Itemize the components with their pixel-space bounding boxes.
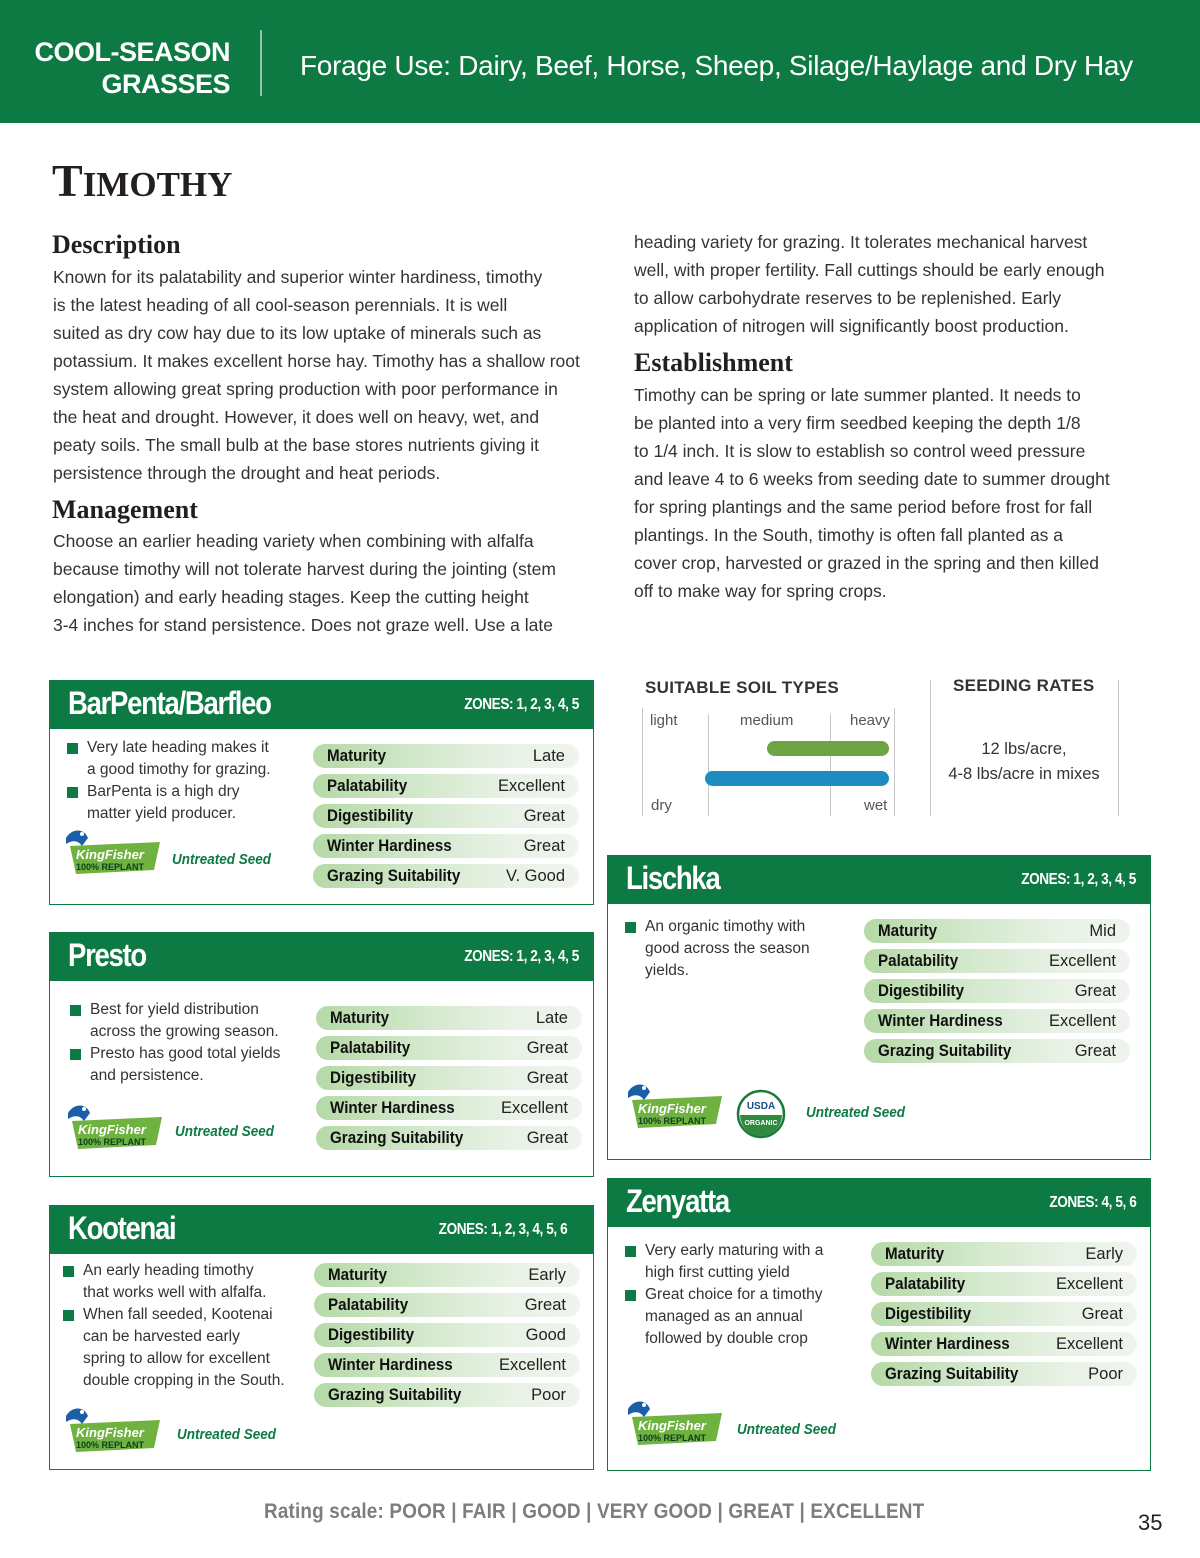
- rating-value: Late: [532, 747, 565, 765]
- description-heading: Description: [52, 230, 181, 259]
- rating-value: Mid: [1089, 922, 1116, 940]
- establishment-line: plantings. In the South, timothy is often fall planted as a: [634, 525, 1064, 545]
- rating-row-palatability: [871, 1272, 1137, 1296]
- seeding-rate-line: 4-8 lbs/acre in mixes: [948, 765, 1100, 783]
- page-number: 35: [1138, 1510, 1163, 1535]
- rating-label: Palatability: [878, 952, 959, 970]
- logo-brand-text: KingFisher: [76, 1425, 144, 1440]
- bullet-line: good across the season: [645, 940, 810, 957]
- variety-bullets: [63, 1260, 323, 1392]
- usda-text: USDA: [746, 1101, 776, 1112]
- rating-value: Poor: [1088, 1365, 1123, 1383]
- kingfisher-logo: [64, 1101, 164, 1157]
- variety-card-kootenai: [49, 1205, 594, 1470]
- title-rest: IMOTHY: [82, 165, 233, 204]
- rating-label: Winter Hardiness: [327, 837, 452, 855]
- untreated-seed-label: Untreated Seed: [177, 1426, 277, 1443]
- establishment-line: be planted into a very firm seedbed keeping the depth 1/8: [634, 413, 1081, 433]
- rating-label: Digestibility: [878, 982, 965, 1000]
- rating-value: V. Good: [505, 867, 565, 885]
- kingfisher-bird-icon: [66, 1409, 88, 1425]
- rating-row-maturity: [313, 744, 579, 768]
- rating-row-grazing: [316, 1126, 582, 1150]
- bullet-item: [625, 1284, 875, 1350]
- rating-value: Early: [1085, 1245, 1123, 1263]
- management-heading: Management: [52, 495, 198, 524]
- rating-value: Poor: [531, 1386, 566, 1404]
- soil-label-light: light: [650, 712, 678, 729]
- rating-row-digestibility: [871, 1302, 1137, 1326]
- seeding-rate-line: 12 lbs/acre,: [981, 740, 1067, 758]
- establishment-line: for spring plantings and the same period before frost for fall: [634, 497, 1093, 517]
- rating-value: Late: [535, 1009, 568, 1027]
- management-text-continued: [634, 228, 1104, 340]
- title-initial: T: [52, 155, 83, 206]
- card-header: [608, 856, 1150, 904]
- management-line: to allow carbohydrate reserves to be replenished. Early: [634, 288, 1062, 308]
- soil-label-heavy: heavy: [850, 712, 891, 729]
- rating-label: Grazing Suitability: [327, 867, 461, 885]
- management-line: elongation) and early heading stages. Keep the cutting height: [53, 587, 529, 607]
- rating-label: Digestibility: [885, 1305, 972, 1323]
- bullet-line: managed as an annual: [645, 1308, 803, 1325]
- rating-value: Great: [1074, 1042, 1116, 1060]
- rating-value: Great: [526, 1129, 568, 1147]
- header-band: [0, 0, 1200, 123]
- rating-label: Palatability: [885, 1275, 966, 1293]
- rating-value: Great: [1081, 1305, 1123, 1323]
- category-label: [30, 36, 230, 100]
- soil-label-dry: dry: [651, 797, 672, 814]
- description-line: the heat and drought. However, it does well on heavy, wet, and: [53, 407, 540, 427]
- variety-zones: ZONES: 1, 2, 3, 4, 5, 6: [438, 1221, 567, 1238]
- soil-moisture-bar: [705, 771, 889, 786]
- rating-value: Excellent: [501, 1099, 568, 1117]
- rating-value: Great: [523, 807, 565, 825]
- kingfisher-bird-icon: [68, 1106, 90, 1122]
- rating-row-digestibility: [314, 1323, 580, 1347]
- description-line: suited as dry cow hay due to its low uptake of minerals such as: [53, 323, 542, 343]
- rating-value: Excellent: [499, 1356, 566, 1374]
- bullet-line: a good timothy for grazing.: [87, 761, 271, 778]
- card-header: [608, 1179, 1150, 1227]
- rating-row-grazing: [871, 1362, 1137, 1386]
- management-line: heading variety for grazing. It tolerates mechanical harvest: [634, 232, 1088, 252]
- establishment-line: to 1/4 inch. It is slow to establish so control weed pressure: [634, 441, 1086, 461]
- bullet-item: [67, 781, 317, 825]
- rating-value: Early: [528, 1266, 566, 1284]
- rating-value: Great: [526, 1069, 568, 1087]
- rating-value: Great: [1074, 982, 1116, 1000]
- card-header: [50, 681, 593, 729]
- description-line: peaty soils. The small bulb at the base stores nutrients giving it: [53, 435, 540, 455]
- ratings-table: [871, 1242, 1137, 1392]
- rating-label: Maturity: [878, 922, 938, 940]
- rating-label: Winter Hardiness: [330, 1099, 455, 1117]
- management-line: because timothy will not tolerate harvest during the jointing (stem: [53, 559, 556, 579]
- rating-label: Winter Hardiness: [878, 1012, 1003, 1030]
- untreated-seed-label: Untreated Seed: [806, 1104, 906, 1121]
- bullet-line: can be harvested early: [83, 1328, 240, 1345]
- rating-value: Excellent: [1049, 1012, 1116, 1030]
- variety-name: Zenyatta: [626, 1183, 729, 1219]
- description-line: persistence through the drought and heat periods.: [53, 463, 441, 483]
- description-line: potassium. It makes excellent horse hay. Timothy has a shallow root: [53, 351, 580, 371]
- rating-row-winter-hardiness: [316, 1096, 582, 1120]
- variety-bullets: [625, 916, 855, 982]
- ratings-table: [316, 1006, 582, 1156]
- bullet-line: matter yield producer.: [87, 805, 237, 822]
- variety-zones: ZONES: 4, 5, 6: [1048, 1194, 1136, 1211]
- rating-row-palatability: [316, 1036, 582, 1060]
- rating-label: Winter Hardiness: [328, 1356, 453, 1374]
- rating-value: Great: [524, 1296, 566, 1314]
- rating-label: Digestibility: [327, 807, 414, 825]
- rating-row-winter-hardiness: [864, 1009, 1130, 1033]
- rating-row-palatability: [314, 1293, 580, 1317]
- description-line: Known for its palatability and superior winter hardiness, timothy: [53, 267, 543, 287]
- rating-row-digestibility: [316, 1066, 582, 1090]
- category-line-2: GRASSES: [101, 69, 230, 99]
- description-line: system allowing great spring production with poor performance in: [53, 379, 558, 399]
- kingfisher-bird-icon: [628, 1085, 650, 1101]
- bullet-line: An organic timothy with: [645, 918, 806, 935]
- management-line: 3-4 inches for stand persistence. Does not graze well. Use a late: [53, 615, 553, 635]
- rating-value: Great: [523, 837, 565, 855]
- variety-bullets: [625, 1240, 875, 1350]
- management-line: application of nitrogen will significantly boost production.: [634, 316, 1069, 336]
- bullet-line: yields.: [645, 962, 689, 979]
- logo-tagline-text: 100% REPLANT: [638, 1433, 707, 1443]
- rating-row-grazing: [313, 864, 579, 888]
- management-line: well, with proper fertility. Fall cuttings should be early enough: [634, 260, 1105, 280]
- kingfisher-logo: [62, 826, 162, 882]
- rating-row-maturity: [864, 919, 1130, 943]
- bullet-line: When fall seeded, Kootenai: [83, 1306, 273, 1323]
- rating-label: Palatability: [328, 1296, 409, 1314]
- card-header: [50, 1206, 593, 1254]
- establishment-line: cover crop, harvested or grazed in the spring and then killed: [634, 553, 1099, 573]
- management-text: [53, 527, 556, 639]
- rating-label: Grazing Suitability: [328, 1386, 462, 1404]
- kingfisher-bird-icon: [66, 831, 88, 847]
- kingfisher-logo: [62, 1404, 162, 1460]
- bullet-item: [67, 737, 317, 781]
- soil-texture-bar: [767, 741, 889, 756]
- seeding-rates-heading: SEEDING RATES: [953, 676, 1095, 695]
- description-line: is the latest heading of all cool-season perennials. It is well: [53, 295, 508, 315]
- bullet-item: [63, 1304, 323, 1392]
- rating-row-winter-hardiness: [314, 1353, 580, 1377]
- variety-card-lischka: [607, 855, 1151, 1160]
- rating-row-palatability: [313, 774, 579, 798]
- bullet-line: high first cutting yield: [645, 1264, 790, 1281]
- establishment-line: and leave 4 to 6 weeks from seeding date to summer drought: [634, 469, 1110, 489]
- rating-value: Good: [525, 1326, 566, 1344]
- soil-types-heading: SUITABLE SOIL TYPES: [645, 678, 839, 697]
- bullet-line: double cropping in the South.: [83, 1372, 285, 1389]
- rating-row-maturity: [871, 1242, 1137, 1266]
- logo-tagline-text: 100% REPLANT: [78, 1137, 147, 1147]
- ratings-table: [314, 1263, 580, 1413]
- kingfisher-bird-icon: [628, 1402, 650, 1418]
- rating-label: Maturity: [328, 1266, 388, 1284]
- page-title: [52, 156, 232, 210]
- description-text: [53, 263, 580, 487]
- bullet-line: that works well with alfalfa.: [83, 1284, 267, 1301]
- rating-label: Maturity: [885, 1245, 945, 1263]
- establishment-text: [634, 381, 1110, 605]
- variety-zones: ZONES: 1, 2, 3, 4, 5: [464, 696, 579, 713]
- rating-label: Digestibility: [328, 1326, 415, 1344]
- rating-label: Maturity: [327, 747, 387, 765]
- establishment-heading: Establishment: [634, 348, 793, 377]
- kingfisher-logo: [624, 1080, 724, 1136]
- soil-axis-left: [642, 708, 643, 816]
- variety-name: Presto: [68, 937, 146, 973]
- rating-row-grazing: [864, 1039, 1130, 1063]
- category-line-1: COOL-SEASON: [34, 37, 230, 67]
- rating-row-winter-hardiness: [313, 834, 579, 858]
- rating-label: Palatability: [327, 777, 408, 795]
- variety-zones: ZONES: 1, 2, 3, 4, 5: [1021, 871, 1136, 888]
- bullet-line: Presto has good total yields: [90, 1045, 281, 1062]
- untreated-seed-label: Untreated Seed: [737, 1421, 837, 1438]
- bullet-line: BarPenta is a high dry: [87, 783, 240, 800]
- bullet-item: [63, 1260, 323, 1304]
- variety-name: BarPenta/Barfleo: [68, 685, 271, 721]
- bullet-line: followed by double crop: [645, 1330, 808, 1347]
- usda-organic-seal-icon: [736, 1089, 786, 1139]
- soil-grid-line: [830, 714, 831, 816]
- rating-row-palatability: [864, 949, 1130, 973]
- bullet-line: Very late heading makes it: [87, 739, 269, 756]
- establishment-line: Timothy can be spring or late summer planted. It needs to: [634, 385, 1081, 405]
- bullet-line: Great choice for a timothy: [645, 1286, 823, 1303]
- logo-tagline-text: 100% REPLANT: [76, 862, 145, 872]
- variety-card-barpenta: [49, 680, 594, 905]
- seeding-rates-value: [924, 737, 1124, 787]
- ratings-table: [864, 919, 1130, 1069]
- variety-bullets: [67, 737, 317, 825]
- bullet-item: [625, 1240, 875, 1284]
- soil-grid-line: [708, 714, 709, 816]
- rating-row-grazing: [314, 1383, 580, 1407]
- variety-bullets: [70, 999, 330, 1087]
- rating-row-digestibility: [313, 804, 579, 828]
- establishment-line: off to make way for spring crops.: [634, 581, 887, 601]
- rating-label: Grazing Suitability: [885, 1365, 1019, 1383]
- bullet-item: [625, 916, 855, 982]
- header-divider: [260, 30, 262, 96]
- card-header: [50, 933, 593, 981]
- forage-use: Forage Use: Dairy, Beef, Horse, Sheep, Silage/Haylage and Dry Hay: [300, 50, 1133, 81]
- rating-label: Maturity: [330, 1009, 390, 1027]
- logo-tagline-text: 100% REPLANT: [76, 1440, 145, 1450]
- bullet-line: Best for yield distribution: [90, 1001, 259, 1018]
- untreated-seed-label: Untreated Seed: [175, 1123, 275, 1140]
- rating-row-maturity: [314, 1263, 580, 1287]
- bullet-line: and persistence.: [90, 1067, 204, 1084]
- logo-brand-text: KingFisher: [638, 1418, 706, 1433]
- logo-tagline-text: 100% REPLANT: [638, 1116, 707, 1126]
- logo-brand-text: KingFisher: [76, 847, 144, 862]
- variety-card-zenyatta: [607, 1178, 1151, 1471]
- organic-text: ORGANIC: [744, 1120, 778, 1127]
- logo-brand-text: KingFisher: [78, 1122, 146, 1137]
- rating-row-maturity: [316, 1006, 582, 1030]
- kingfisher-logo: [624, 1397, 724, 1453]
- bullet-item: [70, 1043, 330, 1087]
- soil-axis-right: [894, 708, 895, 816]
- variety-name: Lischka: [626, 860, 720, 896]
- variety-name: Kootenai: [68, 1210, 176, 1246]
- logo-brand-text: KingFisher: [638, 1101, 706, 1116]
- rating-label: Grazing Suitability: [878, 1042, 1012, 1060]
- ratings-table: [313, 744, 579, 894]
- soil-label-wet: wet: [864, 797, 888, 814]
- rating-value: Excellent: [1056, 1335, 1123, 1353]
- rating-row-winter-hardiness: [871, 1332, 1137, 1356]
- rating-label: Winter Hardiness: [885, 1335, 1010, 1353]
- rating-value: Excellent: [1056, 1275, 1123, 1293]
- bullet-line: An early heading timothy: [83, 1262, 254, 1279]
- rating-label: Palatability: [330, 1039, 411, 1057]
- management-line: Choose an earlier heading variety when combining with alfalfa: [53, 531, 534, 551]
- untreated-seed-label: Untreated Seed: [172, 851, 272, 868]
- variety-card-presto: [49, 932, 594, 1177]
- bullet-line: Very early maturing with a: [645, 1242, 824, 1259]
- bullet-line: across the growing season.: [90, 1023, 279, 1040]
- soil-label-medium: medium: [740, 712, 794, 729]
- variety-zones: ZONES: 1, 2, 3, 4, 5: [464, 948, 579, 965]
- rating-scale-legend: Rating scale: POOR | FAIR | GOOD | VERY GOOD | GREAT | EXCELLENT: [264, 1500, 925, 1523]
- rating-value: Excellent: [1049, 952, 1116, 970]
- rating-value: Excellent: [498, 777, 565, 795]
- rating-value: Great: [526, 1039, 568, 1057]
- rating-label: Grazing Suitability: [330, 1129, 464, 1147]
- rating-row-digestibility: [864, 979, 1130, 1003]
- bullet-item: [70, 999, 330, 1043]
- rating-label: Digestibility: [330, 1069, 417, 1087]
- bullet-line: spring to allow for excellent: [83, 1350, 270, 1367]
